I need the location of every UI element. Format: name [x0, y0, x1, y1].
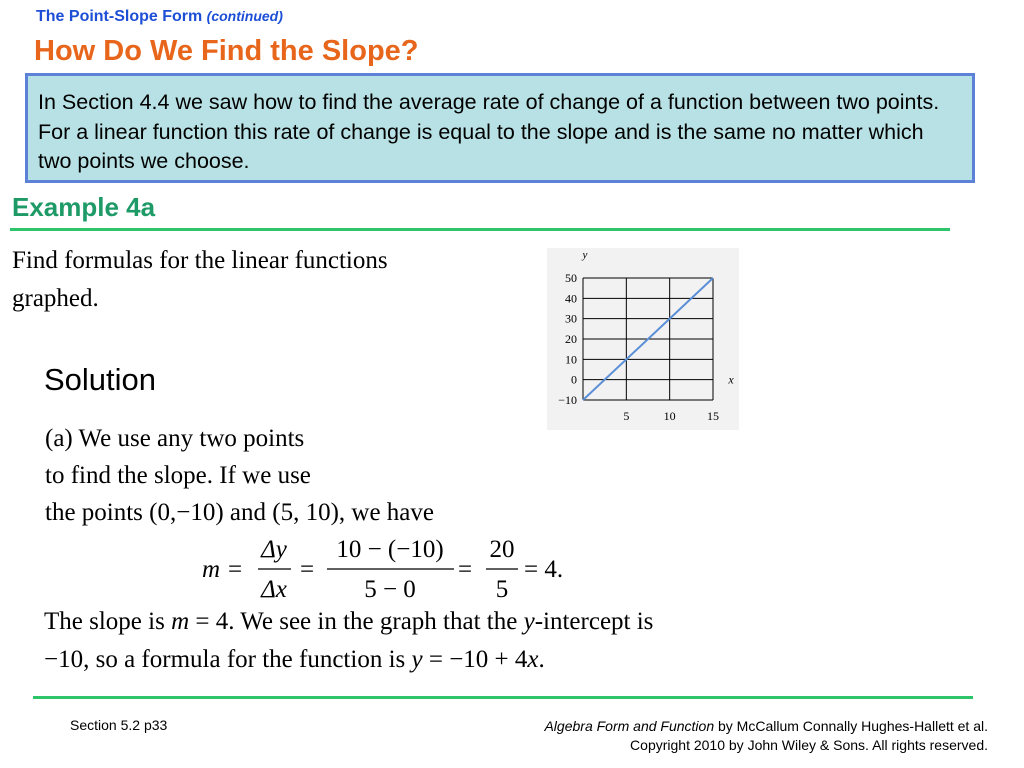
- footer-copyright: Copyright 2010 by John Wiley & Sons. All rights reserved.: [630, 737, 988, 753]
- slope-formula: [190, 532, 610, 607]
- x-tick-label: 10: [663, 409, 676, 423]
- solution-line: (a) We use any two points: [45, 425, 305, 452]
- footer-section-ref: Section 5.2 p33: [70, 717, 168, 733]
- formula-dx: Δx: [261, 576, 287, 603]
- section-title: [36, 8, 283, 26]
- y-tick-label: −10: [558, 393, 577, 407]
- conclusion-var: m: [171, 608, 190, 635]
- formula-result: = 4.: [524, 556, 564, 583]
- example-label: Example 4a: [12, 192, 156, 222]
- conclusion-part: -intercept is: [534, 608, 654, 635]
- formula-den2: 5 − 0: [364, 576, 416, 603]
- y-axis-label: y: [582, 249, 588, 261]
- formula-num2: 10 − (−10): [336, 536, 444, 563]
- footer-book-title: Algebra Form and Function: [544, 718, 715, 734]
- solution-heading: Solution: [44, 362, 157, 397]
- y-tick-label: 50: [565, 271, 577, 285]
- solution-line: to find the slope. If we use: [45, 462, 311, 489]
- y-tick-label: 40: [565, 291, 577, 306]
- example-divider: [10, 228, 950, 231]
- y-tick-label: 30: [565, 311, 577, 326]
- y-tick-label: 0: [571, 372, 577, 387]
- formula-eq: =: [300, 556, 315, 583]
- y-tick-label: 20: [565, 332, 577, 346]
- solution-line: the points (0,−10) and (5, 10), we have: [45, 499, 435, 526]
- y-tick-label: 10: [565, 352, 577, 367]
- conclusion-part: The slope is: [44, 608, 172, 635]
- footer-authors: by McCallum Connally Hughes-Hallett et al.: [714, 718, 988, 734]
- footer-divider: [33, 696, 973, 699]
- problem-statement: Find formulas for the linear functions graphed.: [12, 247, 388, 312]
- conclusion-line-2: [44, 641, 944, 679]
- section-title-text: The Point-Slope Form: [36, 8, 203, 25]
- formula-m: m: [202, 556, 221, 583]
- formula-dy: Δy: [261, 536, 287, 563]
- conclusion-part: .: [538, 646, 545, 673]
- graph-panel: [547, 248, 739, 430]
- line-chart: [547, 248, 739, 430]
- info-box: [25, 73, 975, 183]
- conclusion-text: [44, 603, 944, 679]
- conclusion-var: y: [523, 608, 535, 635]
- info-box-text: In Section 4.4 we saw how to find the average rate of change of a function between two points. For a linear function this rate of change is equal to the slope and is the same no matter which two points we choose.: [38, 90, 940, 173]
- slide-title: How Do We Find the Slope?: [34, 35, 419, 67]
- conclusion-line-1: [44, 603, 944, 641]
- formula-num3: 20: [489, 536, 515, 563]
- section-title-suffix: (continued): [206, 8, 283, 24]
- footer-credits: [544, 717, 988, 755]
- solution-text: [45, 420, 605, 531]
- formula-eq: =: [228, 556, 243, 583]
- conclusion-var: y: [411, 646, 423, 673]
- conclusion-var: x: [527, 646, 539, 673]
- conclusion-part: = 4. We see in the graph that the: [189, 608, 524, 635]
- x-tick-label: 5: [623, 409, 630, 423]
- formula-den3: 5: [495, 576, 509, 603]
- x-axis-label: x: [728, 372, 734, 387]
- formula-eq: =: [458, 556, 473, 583]
- footer-book-line: [544, 717, 988, 736]
- conclusion-part: = −10 + 4: [422, 646, 528, 673]
- x-tick-label: 15: [707, 409, 719, 423]
- conclusion-part: −10, so a formula for the function is: [44, 646, 412, 673]
